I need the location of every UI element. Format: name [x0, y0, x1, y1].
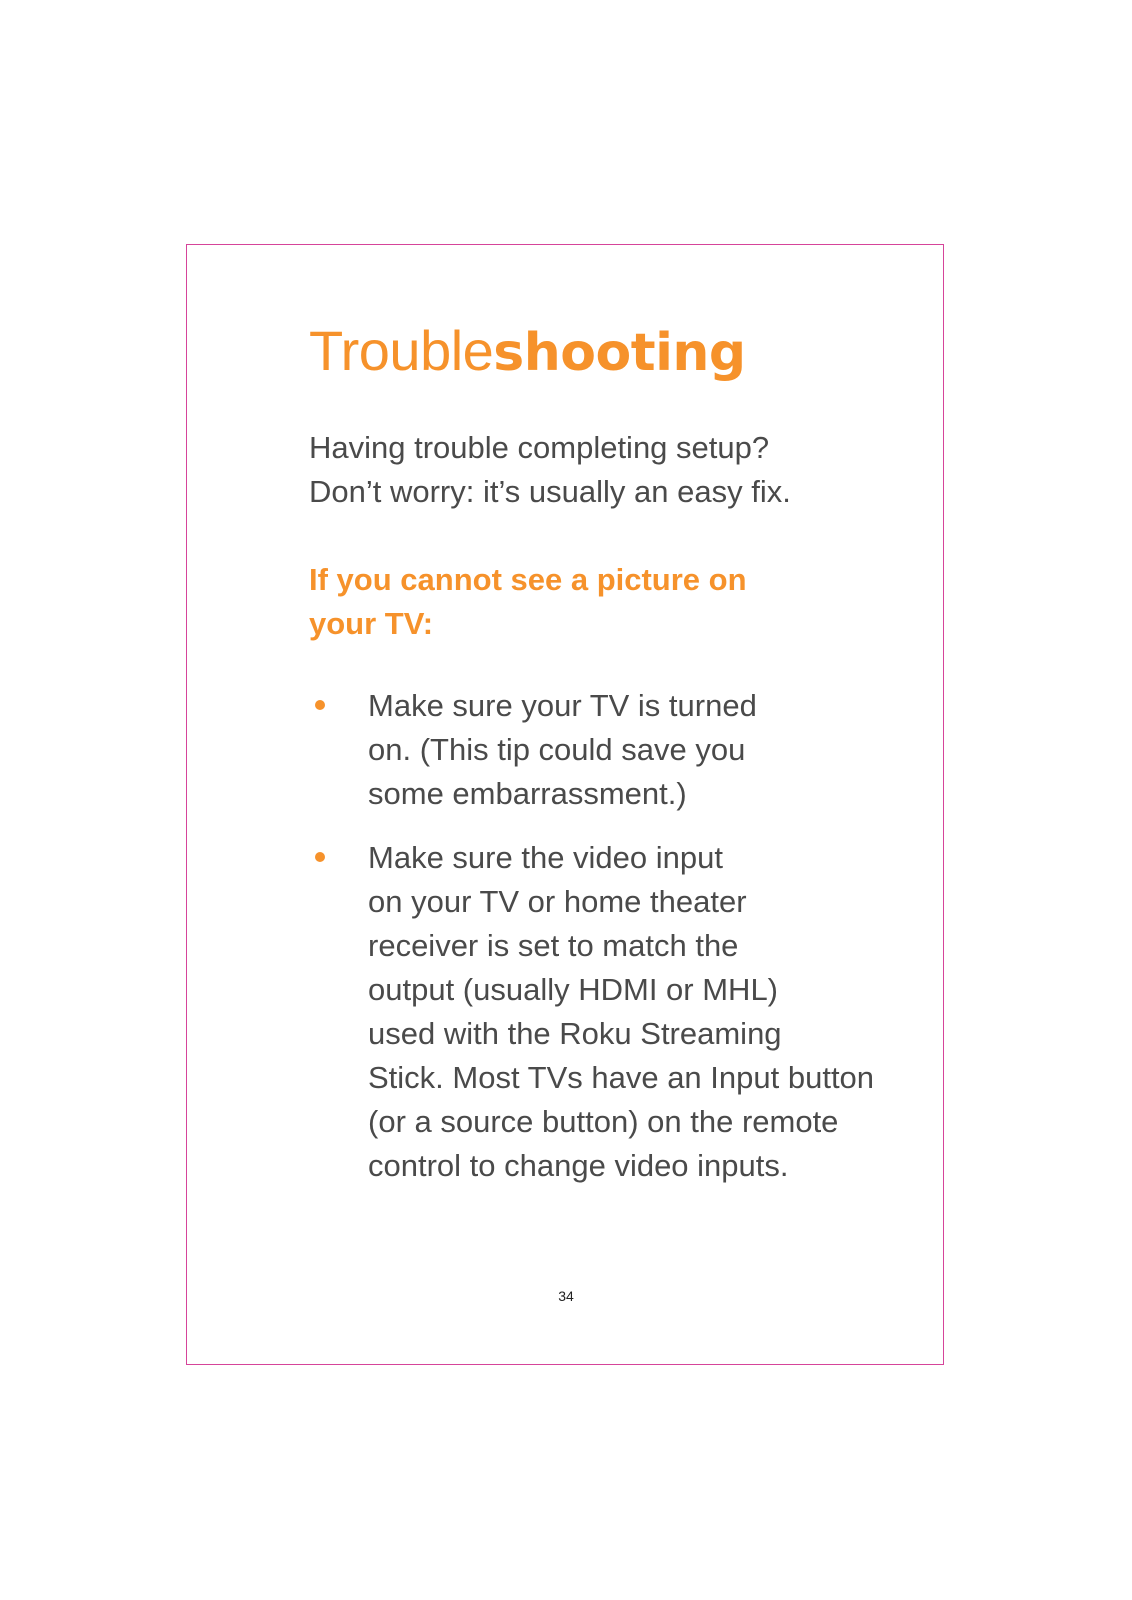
bullet-dot-icon: [315, 700, 325, 710]
list-item-line: Make sure the video input: [368, 840, 723, 875]
page-content: [309, 318, 909, 1208]
list-item-line: some embarrassment.): [368, 776, 687, 811]
tips-list: [309, 684, 909, 1188]
list-item: [309, 836, 909, 1188]
intro-line: Having trouble completing setup?: [309, 430, 770, 465]
section-subheading: [309, 558, 909, 646]
list-item: [309, 684, 909, 816]
list-item-line: Make sure your TV is turned: [368, 688, 757, 723]
title-bold-part: shooting: [493, 323, 746, 383]
title-light-part: Trouble: [309, 319, 494, 382]
list-item-line: (or a source button) on the remote: [368, 1104, 839, 1139]
list-item-line: receiver is set to match the: [368, 928, 739, 963]
list-item-line: control to change video inputs.: [368, 1148, 789, 1183]
page-title: [309, 318, 909, 386]
intro-paragraph: [309, 426, 909, 514]
subhead-line: If you cannot see a picture on: [309, 562, 747, 597]
list-item-line: output (usually HDMI or MHL): [368, 972, 779, 1007]
subhead-line: your TV:: [309, 606, 434, 641]
intro-line: Don’t worry: it’s usually an easy fix.: [309, 474, 791, 509]
page-number: 34: [558, 1288, 574, 1304]
list-item-line: used with the Roku Streaming: [368, 1016, 782, 1051]
list-item-line: Stick. Most TVs have an Input button: [368, 1060, 875, 1095]
bullet-dot-icon: [315, 852, 325, 862]
list-item-line: on your TV or home theater: [368, 884, 747, 919]
list-item-line: on. (This tip could save you: [368, 732, 746, 767]
